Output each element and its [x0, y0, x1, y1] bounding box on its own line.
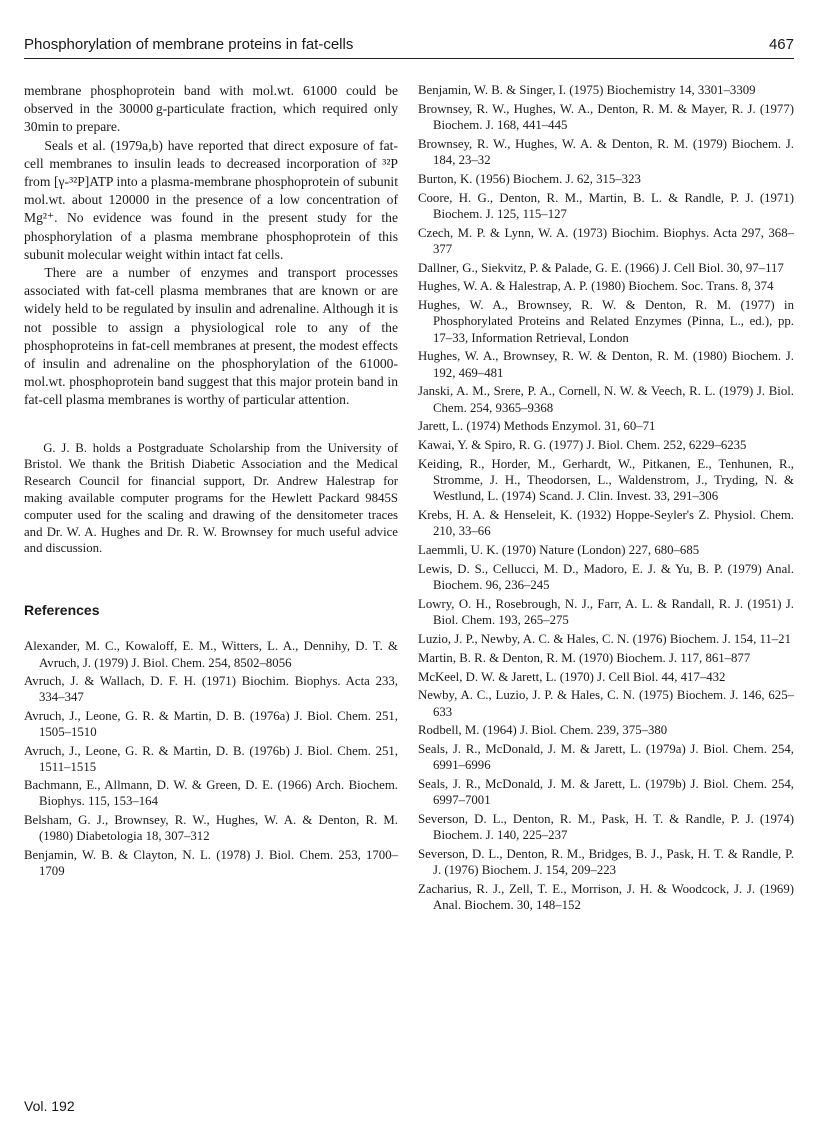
reference-item: Rodbell, M. (1964) J. Biol. Chem. 239, 375–380	[418, 723, 668, 738]
running-title: Phosphorylation of membrane proteins in fat-cells	[24, 36, 354, 53]
reference-item: Martin, B. R. & Denton, R. M. (1970) Biochem. J. 117, 861–877	[418, 650, 751, 665]
reference-item: Coore, H. G., Denton, R. M., Martin, B. L. & Randle, P. J. (1971) Biochem. J. 125, 115–127	[418, 190, 794, 221]
reference-item: Keiding, R., Horder, M., Gerhardt, W., Pitkanen, E., Tenhunen, R., Stromme, J. H., Theodorsen, L., Waldenstrom, J., Tryding, N. & Westlund, L. (1974) Scand. J. Clin. Invest. 33, 291–306	[418, 456, 794, 504]
reference-item: Hughes, W. A., Brownsey, R. W. & Denton, R. M. (1977) in Phosphorylated Proteins and Related Enzymes (Pinna, L., ed.), pp. 17–33, Information Retrieval, London	[418, 298, 794, 345]
reference-item: Krebs, H. A. & Henseleit, K. (1932) Hoppe-Seyler's Z. Physiol. Chem. 210, 33–66	[418, 508, 794, 539]
reference-item: Janski, A. M., Srere, P. A., Cornell, N. W. & Veech, R. L. (1979) J. Biol. Chem. 254, 9365–9368	[418, 384, 794, 415]
reference-item: Benjamin, W. B. & Clayton, N. L. (1978) J. Biol. Chem. 253, 1700–1709	[24, 847, 398, 878]
reference-item: Laemmli, U. K. (1970) Nature (London) 227, 680–685	[418, 543, 700, 558]
reference-item: Bachmann, E., Allmann, D. W. & Green, D. E. (1966) Arch. Biochem. Biophys. 115, 153–164	[24, 778, 398, 809]
reference-item: Kawai, Y. & Spiro, R. G. (1977) J. Biol. Chem. 252, 6229–6235	[418, 438, 747, 453]
volume-footer: Vol. 192	[24, 1098, 75, 1114]
reference-item: Seals, J. R., McDonald, J. M. & Jarett, L. (1979b) J. Biol. Chem. 254, 6997–7001	[418, 777, 794, 808]
reference-item: Severson, D. L., Denton, R. M., Bridges, B. J., Pask, H. T. & Randle, P. J. (1976) Biochem. J. 154, 209–223	[418, 847, 794, 878]
reference-item: Brownsey, R. W., Hughes, W. A., Denton, R. M. & Mayer, R. J. (1977) Biochem. J. 168, 441–445	[418, 101, 794, 132]
reference-item: Luzio, J. P., Newby, A. C. & Hales, C. N. (1976) Biochem. J. 154, 11–21	[418, 631, 791, 646]
reference-item: Lewis, D. S., Cellucci, M. D., Madoro, E. J. & Yu, B. P. (1979) Anal. Biochem. 96, 236–245	[418, 561, 794, 593]
body-paragraph-3: There are a number of enzymes and transport processes associated with fat-cell plasma membranes that are known or are widely held to be regulated by insulin and adrenaline. Although it is not possible to assign a physiological role to any of the phosphoproteins in fat-cell membranes at present, the modest effects of insulin and adrenaline on the phosphorylation of the 61000-mol.wt. phosphoprotein band suggest that this major protein band in fat-cell plasma membranes is worthy of particular attention.	[24, 265, 398, 408]
body-paragraph-2: Seals et al. (1979a,b) have reported that direct exposure of fat-cell membranes to insulin leads to decreased incorporation of ³²P from [γ-³²P]ATP into a plasma-membrane phosphoprotein of subunit mol.wt. about 120000 in the presence of a low concentration of Mg²⁺. No evidence was found in the present study for the phosphorylation of a plasma membrane phosphoprotein of this subunit molecular weight within intact fat cells.	[24, 137, 398, 262]
references-heading: References	[24, 602, 100, 619]
reference-item: Severson, D. L., Denton, R. M., Pask, H. T. & Randle, P. J. (1974) Biochem. J. 140, 225–237	[418, 812, 794, 843]
reference-item: Benjamin, W. B. & Singer, I. (1975) Biochemistry 14, 3301–3309	[418, 83, 756, 97]
body-paragraph-1: membrane phosphoprotein band with mol.wt. 61000 could be observed in the 30000 g-particulate fraction, which required only 30min to prepare.	[24, 83, 398, 135]
reference-list-right	[418, 82, 794, 914]
reference-item: Seals, J. R., McDonald, J. M. & Jarett, L. (1979a) J. Biol. Chem. 254, 6991–6996	[418, 742, 794, 773]
reference-item: Burton, K. (1956) Biochem. J. 62, 315–323	[418, 171, 641, 186]
reference-item: Newby, A. C., Luzio, J. P. & Hales, C. N. (1975) Biochem. J. 146, 625–633	[418, 688, 794, 719]
reference-list-left	[24, 638, 398, 879]
right-column	[418, 82, 794, 916]
reference-item: Lowry, O. H., Rosebrough, N. J., Farr, A. L. & Randall, R. J. (1951) J. Biol. Chem. 193, 265–275	[418, 596, 794, 628]
reference-item: Belsham, G. J., Brownsey, R. W., Hughes, W. A. & Denton, R. M. (1980) Diabetologia 18, 307–312	[24, 812, 398, 844]
page-number: 467	[768, 36, 794, 53]
acknowledgement: G. J. B. holds a Postgraduate Scholarship from the University of Bristol. We thank the British Diabetic Association and the Medical Research Council for financial support, Dr. Andrew Halestrap for making available computer programs for the Hewlett Packard 9845S computer used for the scaling and drawing of the densitometer traces and Dr. W. A. Hughes and Dr. R. W. Brownsey for much useful advice and discussion.	[24, 440, 398, 556]
reference-item: Brownsey, R. W., Hughes, W. A. & Denton, R. M. (1979) Biochem. J. 184, 23–32	[418, 136, 794, 167]
reference-item: Hughes, W. A., Brownsey, R. W. & Denton, R. M. (1980) Biochem. J. 192, 469–481	[418, 349, 794, 380]
reference-item: Czech, M. P. & Lynn, W. A. (1973) Biochim. Biophys. Acta 297, 368–377	[418, 225, 794, 256]
reference-item: Alexander, M. C., Kowaloff, E. M., Witters, L. A., Dennihy, D. T. & Avruch, J. (1979) J. Biol. Chem. 254, 8502–8056	[24, 639, 398, 670]
reference-item: McKeel, D. W. & Jarett, L. (1970) J. Cell Biol. 44, 417–432	[418, 669, 726, 684]
reference-item: Avruch, J. & Wallach, D. F. H. (1971) Biochim. Biophys. Acta 233, 334–347	[24, 674, 398, 705]
reference-item: Jarett, L. (1974) Methods Enzymol. 31, 60–71	[418, 419, 656, 434]
reference-item: Avruch, J., Leone, G. R. & Martin, D. B. (1976a) J. Biol. Chem. 251, 1505–1510	[24, 708, 398, 740]
left-column	[24, 82, 398, 881]
reference-item: Avruch, J., Leone, G. R. & Martin, D. B. (1976b) J. Biol. Chem. 251, 1511–1515	[24, 743, 398, 774]
reference-item: Hughes, W. A. & Halestrap, A. P. (1980) Biochem. Soc. Trans. 8, 374	[418, 279, 774, 294]
running-header	[24, 34, 794, 59]
reference-item: Zacharius, R. J., Zell, T. E., Morrison, J. H. & Woodcock, J. J. (1969) Anal. Biochem. 30, 148–152	[418, 882, 794, 913]
reference-item: Dallner, G., Siekvitz, P. & Palade, G. E. (1966) J. Cell Biol. 30, 97–117	[418, 260, 784, 275]
